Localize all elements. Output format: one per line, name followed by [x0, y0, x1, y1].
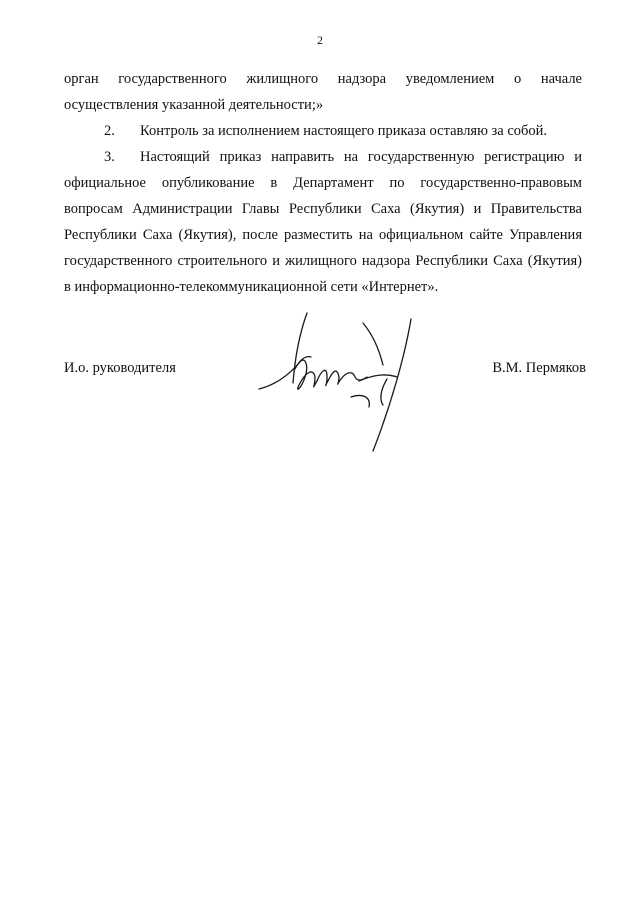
list-item-3: [64, 144, 582, 300]
continuation-paragraph: орган государственного жилищного надзора уведомлением о начале осуществления указанной деятельности;»: [64, 71, 582, 113]
signer-position: И.о. руководителя: [64, 360, 176, 376]
page-number: 2: [317, 33, 323, 47]
item-text: Контроль за исполнением настоящего приказа оставляю за собой.: [140, 123, 548, 139]
item-number: 2.: [104, 123, 115, 139]
item-number: 3.: [104, 149, 115, 165]
signer-name: В.М. Пермяков: [492, 360, 586, 376]
list-item-2: [64, 118, 582, 144]
item-text: Настоящий приказ направить на государственную регистрацию и официальное опубликование в Департамент по государственно-правовым вопросам Администрации Главы Республики Саха (Якутия) и Правительства Республики Саха (Якутия), после разместить на официальном сайте Управления государственного строительного и жилищного надзора Республики Саха (Якутия) в информационно-телекоммуникационной сети «Интернет».: [64, 149, 582, 295]
handwritten-signature: [255, 305, 425, 460]
document-body: [64, 66, 582, 300]
